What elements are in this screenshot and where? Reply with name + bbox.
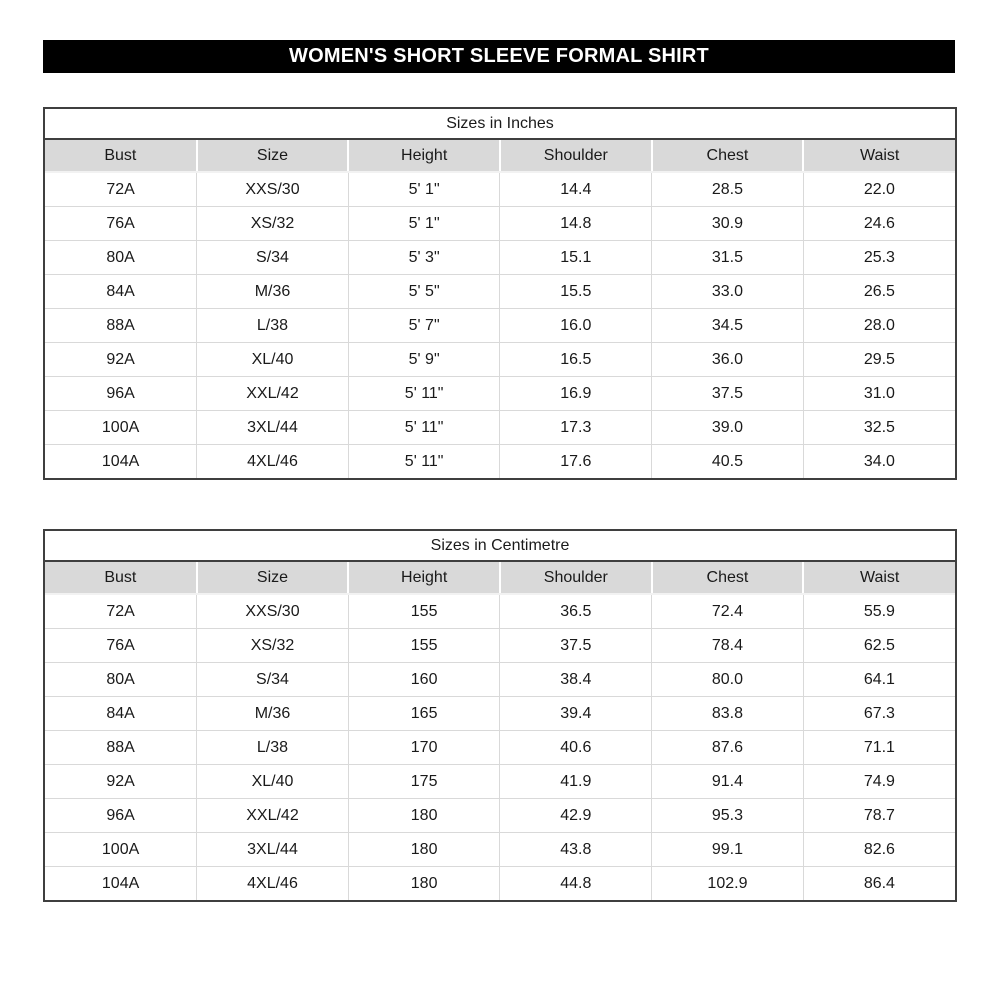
- table-cell: 86.4: [803, 867, 955, 901]
- table-cell: 37.5: [500, 629, 652, 663]
- table-cell: S/34: [197, 241, 349, 275]
- table-cell: XL/40: [197, 343, 349, 377]
- table-cell: 5' 11": [348, 411, 500, 445]
- table-row: [45, 172, 955, 207]
- table-cell: 17.6: [500, 445, 652, 479]
- table-cell: 5' 7": [348, 309, 500, 343]
- table-cell: 100A: [45, 833, 197, 867]
- table-cell: 180: [348, 867, 500, 901]
- table-cell: 5' 3": [348, 241, 500, 275]
- table-cell: 4XL/46: [197, 445, 349, 479]
- table-row: [45, 241, 955, 275]
- table-cell: 102.9: [652, 867, 804, 901]
- table-cell: 22.0: [803, 172, 955, 207]
- table-cell: M/36: [197, 275, 349, 309]
- table-cell: L/38: [197, 309, 349, 343]
- size-grid-centimetre: [45, 562, 955, 900]
- table-cell: 38.4: [500, 663, 652, 697]
- table-cell: 40.5: [652, 445, 804, 479]
- table-cell: 82.6: [803, 833, 955, 867]
- table-row: [45, 629, 955, 663]
- column-header-waist: Waist: [803, 140, 955, 172]
- table-cell: 3XL/44: [197, 833, 349, 867]
- column-header-chest: Chest: [652, 562, 804, 594]
- table-cell: 165: [348, 697, 500, 731]
- table-cell: 15.1: [500, 241, 652, 275]
- table-cell: 5' 5": [348, 275, 500, 309]
- table-cell: 15.5: [500, 275, 652, 309]
- table-cell: 32.5: [803, 411, 955, 445]
- table-cell: 43.8: [500, 833, 652, 867]
- table-row: [45, 207, 955, 241]
- table-cell: 92A: [45, 765, 197, 799]
- table-cell: 96A: [45, 377, 197, 411]
- column-header-height: Height: [348, 140, 500, 172]
- table-cell: S/34: [197, 663, 349, 697]
- table-cell: 5' 11": [348, 377, 500, 411]
- table-cell: 175: [348, 765, 500, 799]
- table-cell: XS/32: [197, 629, 349, 663]
- table-cell: 55.9: [803, 594, 955, 629]
- column-header-shoulder: Shoulder: [500, 562, 652, 594]
- size-table-inches: [43, 107, 957, 480]
- table-cell: 100A: [45, 411, 197, 445]
- table-cell: XXS/30: [197, 594, 349, 629]
- table-cell: 62.5: [803, 629, 955, 663]
- table-cell: XS/32: [197, 207, 349, 241]
- table-cell: 37.5: [652, 377, 804, 411]
- table-title-inches: Sizes in Inches: [45, 109, 955, 140]
- table-row: [45, 731, 955, 765]
- table-cell: 78.4: [652, 629, 804, 663]
- product-title-banner: [43, 40, 955, 73]
- table-cell: 17.3: [500, 411, 652, 445]
- table-row: [45, 309, 955, 343]
- table-cell: 104A: [45, 445, 197, 479]
- column-header-height: Height: [348, 562, 500, 594]
- table-cell: 76A: [45, 629, 197, 663]
- table-cell: 3XL/44: [197, 411, 349, 445]
- table-cell: 84A: [45, 697, 197, 731]
- table-cell: XXS/30: [197, 172, 349, 207]
- table-cell: 88A: [45, 731, 197, 765]
- column-header-row: [45, 140, 955, 172]
- column-header-size: Size: [197, 140, 349, 172]
- table-cell: 72A: [45, 172, 197, 207]
- column-header-chest: Chest: [652, 140, 804, 172]
- table-row: [45, 343, 955, 377]
- table-row: [45, 663, 955, 697]
- size-table-centimetre: [43, 529, 957, 902]
- table-row: [45, 697, 955, 731]
- table-cell: 30.9: [652, 207, 804, 241]
- table-cell: 5' 1": [348, 172, 500, 207]
- table-cell: 5' 1": [348, 207, 500, 241]
- table-row: [45, 867, 955, 901]
- table-cell: 28.5: [652, 172, 804, 207]
- column-header-size: Size: [197, 562, 349, 594]
- table-cell: 88A: [45, 309, 197, 343]
- table-cell: 87.6: [652, 731, 804, 765]
- table-cell: 180: [348, 833, 500, 867]
- table-title-centimetre: Sizes in Centimetre: [45, 531, 955, 562]
- table-row: [45, 275, 955, 309]
- table-cell: XL/40: [197, 765, 349, 799]
- table-cell: 16.0: [500, 309, 652, 343]
- table-cell: 67.3: [803, 697, 955, 731]
- table-cell: 34.5: [652, 309, 804, 343]
- table-row: [45, 445, 955, 479]
- table-cell: 16.5: [500, 343, 652, 377]
- table-cell: 28.0: [803, 309, 955, 343]
- table-cell: M/36: [197, 697, 349, 731]
- table-cell: 29.5: [803, 343, 955, 377]
- table-cell: 41.9: [500, 765, 652, 799]
- table-cell: 155: [348, 629, 500, 663]
- table-cell: 31.5: [652, 241, 804, 275]
- table-cell: 91.4: [652, 765, 804, 799]
- table-cell: 40.6: [500, 731, 652, 765]
- table-cell: 72.4: [652, 594, 804, 629]
- table-cell: 104A: [45, 867, 197, 901]
- table-row: [45, 799, 955, 833]
- table-cell: 83.8: [652, 697, 804, 731]
- column-header-waist: Waist: [803, 562, 955, 594]
- table-cell: L/38: [197, 731, 349, 765]
- table-cell: 36.0: [652, 343, 804, 377]
- table-cell: 26.5: [803, 275, 955, 309]
- table-row: [45, 594, 955, 629]
- table-cell: 14.4: [500, 172, 652, 207]
- table-cell: 42.9: [500, 799, 652, 833]
- column-header-bust: Bust: [45, 562, 197, 594]
- table-cell: 180: [348, 799, 500, 833]
- table-cell: 80A: [45, 241, 197, 275]
- size-grid-inches: [45, 140, 955, 478]
- column-header-bust: Bust: [45, 140, 197, 172]
- table-cell: XXL/42: [197, 799, 349, 833]
- table-cell: 44.8: [500, 867, 652, 901]
- column-header-row: [45, 562, 955, 594]
- product-title: WOMEN'S SHORT SLEEVE FORMAL SHIRT: [289, 45, 709, 67]
- table-cell: 39.0: [652, 411, 804, 445]
- table-cell: 78.7: [803, 799, 955, 833]
- table-cell: 96A: [45, 799, 197, 833]
- table-row: [45, 833, 955, 867]
- table-cell: 76A: [45, 207, 197, 241]
- table-cell: 5' 9": [348, 343, 500, 377]
- table-cell: 34.0: [803, 445, 955, 479]
- table-cell: 31.0: [803, 377, 955, 411]
- column-header-shoulder: Shoulder: [500, 140, 652, 172]
- table-cell: XXL/42: [197, 377, 349, 411]
- table-cell: 14.8: [500, 207, 652, 241]
- table-cell: 80A: [45, 663, 197, 697]
- table-row: [45, 765, 955, 799]
- table-row: [45, 377, 955, 411]
- table-cell: 80.0: [652, 663, 804, 697]
- table-cell: 39.4: [500, 697, 652, 731]
- table-cell: 33.0: [652, 275, 804, 309]
- table-cell: 160: [348, 663, 500, 697]
- table-cell: 25.3: [803, 241, 955, 275]
- table-cell: 72A: [45, 594, 197, 629]
- table-cell: 84A: [45, 275, 197, 309]
- table-cell: 16.9: [500, 377, 652, 411]
- table-cell: 36.5: [500, 594, 652, 629]
- table-cell: 99.1: [652, 833, 804, 867]
- table-cell: 24.6: [803, 207, 955, 241]
- table-row: [45, 411, 955, 445]
- table-cell: 64.1: [803, 663, 955, 697]
- table-cell: 4XL/46: [197, 867, 349, 901]
- table-cell: 71.1: [803, 731, 955, 765]
- table-cell: 95.3: [652, 799, 804, 833]
- table-cell: 74.9: [803, 765, 955, 799]
- table-cell: 155: [348, 594, 500, 629]
- table-cell: 5' 11": [348, 445, 500, 479]
- table-cell: 170: [348, 731, 500, 765]
- table-cell: 92A: [45, 343, 197, 377]
